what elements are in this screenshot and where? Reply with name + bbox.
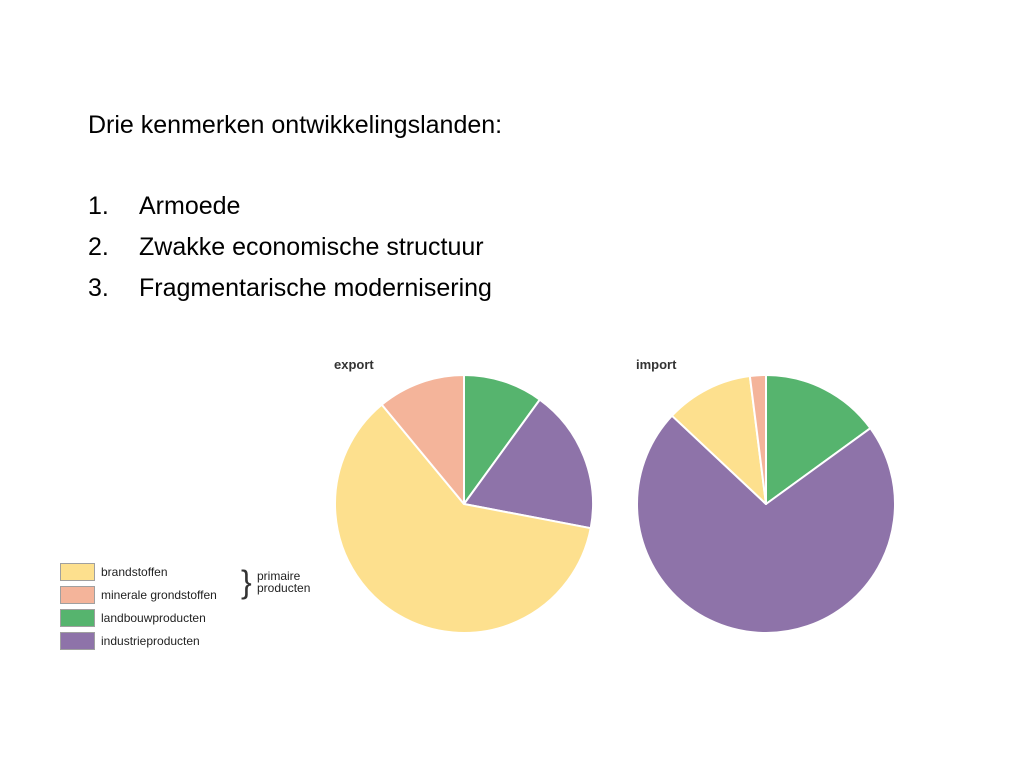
legend-label: minerale grondstoffen (101, 588, 217, 602)
legend-group-label: primaire producten (257, 569, 311, 595)
list-item-number: 1. (88, 192, 109, 220)
legend-swatch (60, 563, 95, 581)
legend-item-brandstoffen (60, 562, 168, 582)
legend-label: landbouwproducten (101, 611, 206, 625)
list-item-number: 3. (88, 274, 109, 302)
list-item-text: Armoede (139, 192, 241, 220)
legend-swatch (60, 609, 95, 627)
list-item-text: Zwakke economische structuur (139, 233, 484, 261)
legend-item-minerale-grondstoffen (60, 585, 217, 605)
legend-label: brandstoffen (101, 565, 168, 579)
list-item (88, 274, 492, 315)
legend-item-landbouwproducten (60, 608, 206, 628)
list-item-text: Fragmentarische modernisering (139, 274, 492, 302)
import-pie-chart (635, 373, 897, 635)
export-pie-chart (333, 373, 595, 635)
list-item (88, 192, 492, 233)
legend-swatch (60, 632, 95, 650)
page-heading: Drie kenmerken ontwikkelingslanden: (88, 111, 503, 139)
characteristics-list (88, 192, 492, 315)
list-item (88, 233, 492, 274)
legend-label: industrieproducten (101, 634, 200, 648)
import-chart-title: import (636, 357, 677, 372)
export-chart-title: export (334, 357, 374, 372)
legend-item-industrieproducten (60, 631, 200, 651)
list-item-number: 2. (88, 233, 109, 261)
legend-swatch (60, 586, 95, 604)
legend-group-brace: } (241, 564, 252, 600)
